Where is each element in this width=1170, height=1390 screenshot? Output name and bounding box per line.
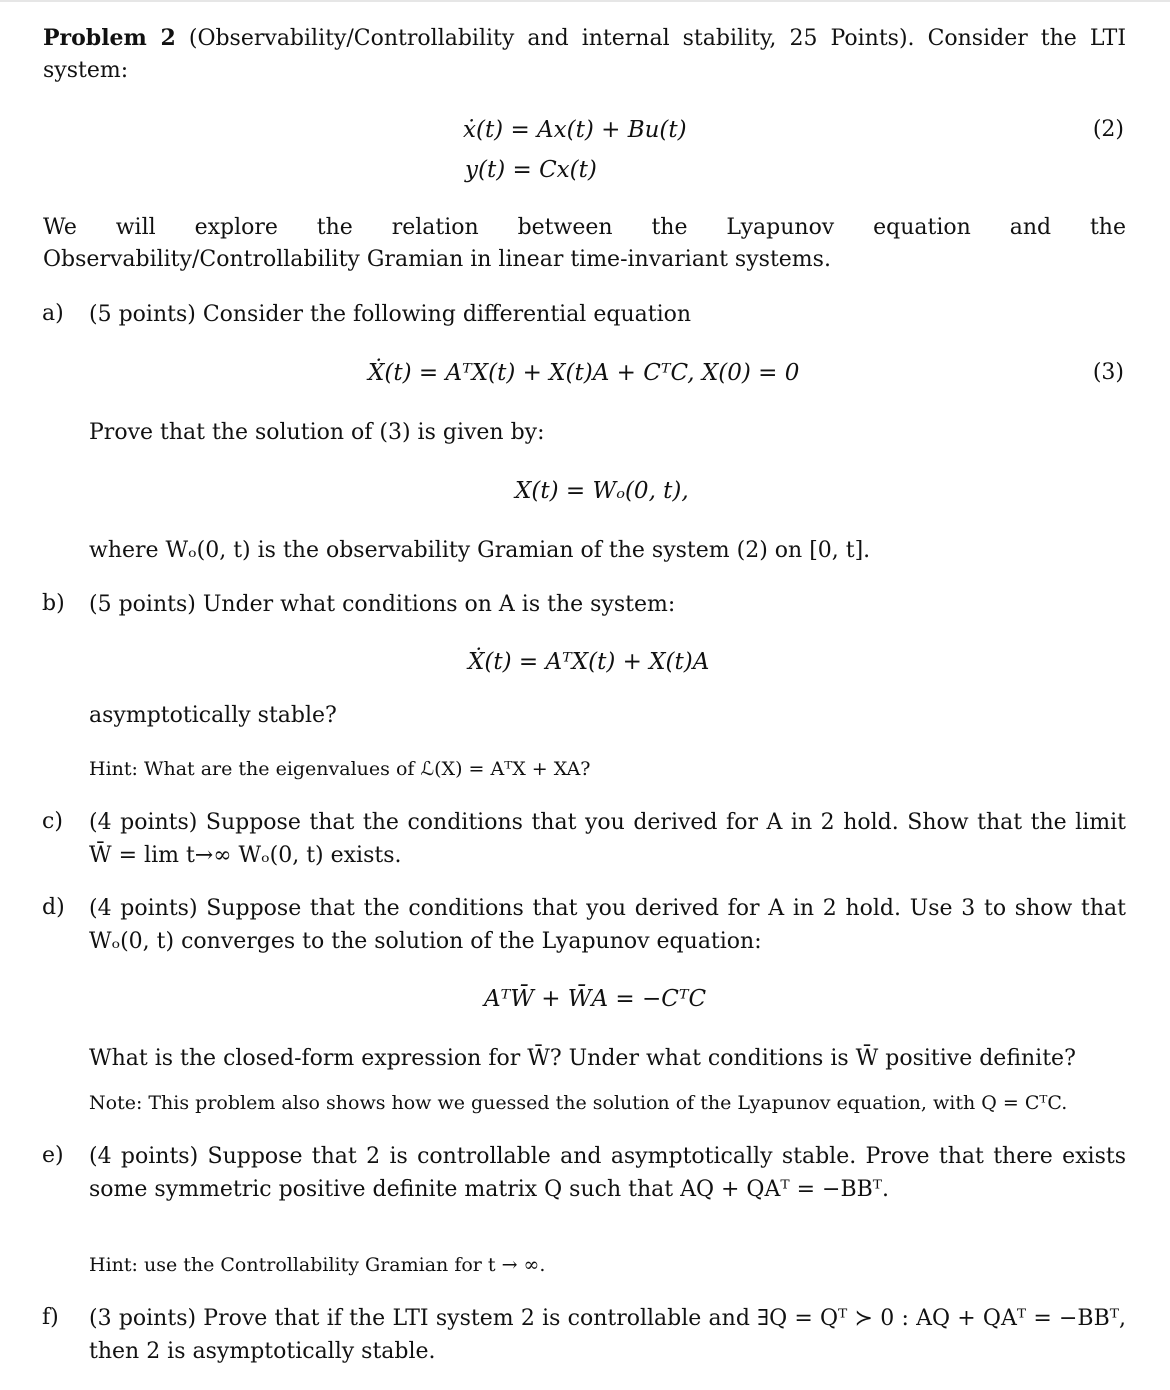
item-f-label: f) [42,1305,59,1330]
item-d-label: d) [42,895,65,920]
system-equation-number: (2) [1092,117,1124,142]
item-d-question: What is the closed-form expression for W̄? Under what conditions is W̄ positive definite? [89,1046,1076,1071]
item-b-hint: Hint: What are the eigenvalues of ℒ(X) = AᵀX + XA? [89,758,591,780]
item-a-equation-number: (3) [1092,360,1124,385]
system-equation-line1: ẋ(t) = Ax(t) + Bu(t) [463,117,687,143]
item-d-equation: AᵀW̄ + W̄A = −CᵀC [484,986,707,1012]
item-c-label: c) [42,809,63,834]
item-a-solution: X(t) = Wₒ(0, t), [515,478,689,504]
item-a-prove-text: Prove that the solution of (3) is given by: [89,420,545,445]
item-b-after-text: asymptotically stable? [89,703,337,728]
problem-intro: Consider the LTI system: [43,26,1127,83]
top-border [0,0,1170,2]
problem-statement [43,22,1126,87]
item-c-text: (4 points) Suppose that the conditions that you derived for A in 2 hold. Show that the limit W̄ = lim t→∞ Wₒ(0, t) exists. [89,810,1126,868]
item-a-equation: Ẋ(t) = AᵀX(t) + X(t)A + CᵀC, X(0) = 0 [368,360,800,386]
problem-subtitle: (Observability/Controllability and internal stability, 25 Points). [188,26,915,51]
item-a-where-text: where Wₒ(0, t) is the observability Gramian of the system (2) on [0, t]. [89,538,871,563]
item-b-text: (5 points) Under what conditions on A is the system: [89,592,676,617]
system-equation-line2: y(t) = Cx(t) [465,157,597,183]
item-d-text: (4 points) Suppose that the conditions that you derived for A in 2 hold. Use 3 to show that Wₒ(0, t) converges to the solution of the Lyapunov equation: [89,896,1126,954]
item-e-hint: Hint: use the Controllability Gramian for t → ∞. [89,1254,546,1276]
explore-paragraph: We will explore the relation between the Lyapunov equation and the Observability/Controllability Gramian in linear time-invariant systems. [43,215,1126,272]
item-b-equation: Ẋ(t) = AᵀX(t) + X(t)A [468,649,710,675]
item-e-text: (4 points) Suppose that 2 is controllable and asymptotically stable. Prove that there exists some symmetric positive definite matrix Q such that AQ + QAᵀ = −BBᵀ. [89,1144,1126,1202]
item-a-label: a) [42,301,64,326]
item-a-text: (5 points) Consider the following differential equation [89,302,692,327]
item-b-label: b) [42,591,65,616]
item-e-label: e) [42,1143,64,1168]
problem-heading: Problem 2 [43,25,176,51]
item-d-note: Note: This problem also shows how we guessed the solution of the Lyapunov equation, with Q = CᵀC. [89,1092,1068,1114]
item-f-text: (3 points) Prove that if the LTI system 2 is controllable and ∃Q = Qᵀ ≻ 0 : AQ + QAᵀ = −BBᵀ, then 2 is asymptotically stable. [89,1306,1126,1364]
